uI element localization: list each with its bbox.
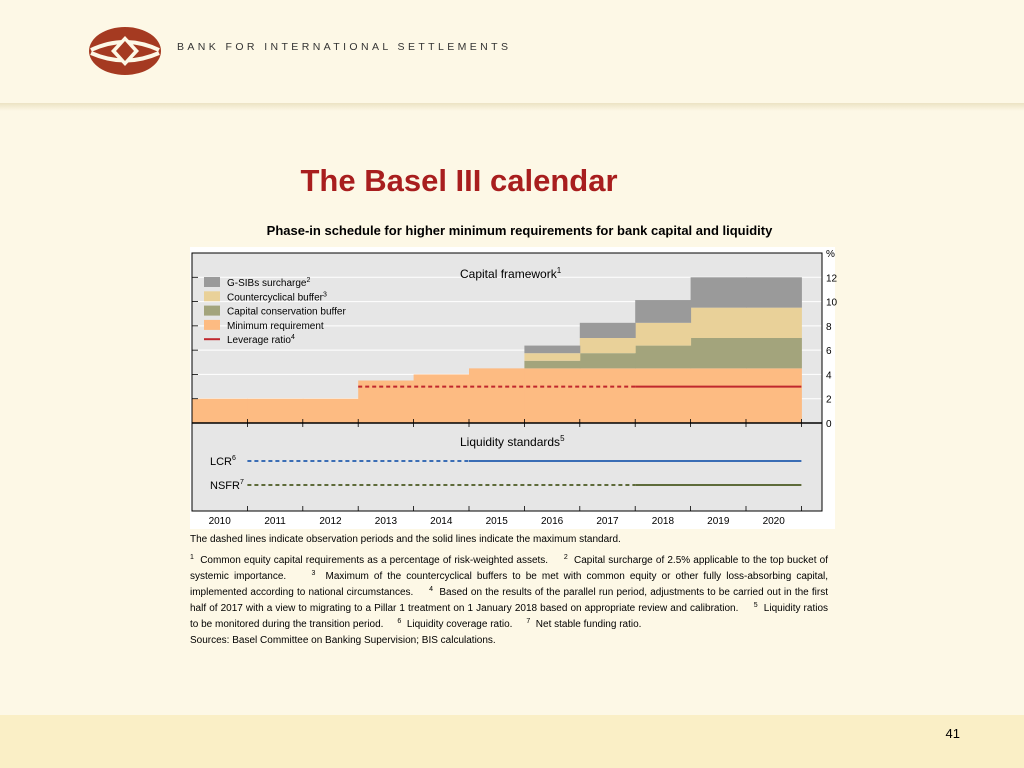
bar-g-sibs-surcharge-2016 bbox=[524, 346, 580, 354]
legend-label-minimum-requirement: Minimum requirement bbox=[227, 320, 324, 332]
bar-g-sibs-surcharge-2017 bbox=[580, 323, 636, 338]
legend-swatch-capital-conservation-buffer bbox=[204, 306, 220, 316]
x-tick-label-2015: 2015 bbox=[485, 516, 508, 527]
bar-countercyclical-buffer-2019 bbox=[691, 308, 747, 338]
legend-swatch-countercyclical-buffer bbox=[204, 291, 220, 301]
y-tick-label-8: 8 bbox=[826, 321, 832, 333]
legend-label-countercyclical-buffer: Countercyclical buffer$^3$ bbox=[227, 291, 327, 304]
footer-bar bbox=[0, 715, 1024, 768]
x-tick-label-2019: 2019 bbox=[707, 516, 730, 527]
bis-logo-icon bbox=[88, 26, 162, 76]
y-tick-label-6: 6 bbox=[826, 346, 832, 358]
bar-minimum-requirement-2018 bbox=[635, 368, 691, 423]
bar-capital-conservation-buffer-2016 bbox=[524, 361, 580, 369]
bar-capital-conservation-buffer-2020 bbox=[746, 338, 802, 368]
bar-capital-conservation-buffer-2017 bbox=[580, 353, 636, 368]
footnote-4: $^4$ Based on the results of the parallel run period, adjustments to be carried out in the first half of 2017 with a view to migrating to a Pillar 1 treatment on 1 January 2018 based on appropriate review and calibration. bbox=[190, 586, 829, 614]
bar-countercyclical-buffer-2017 bbox=[580, 338, 636, 353]
legend-swatch-minimum-requirement bbox=[204, 320, 220, 330]
x-tick-label-2013: 2013 bbox=[374, 516, 398, 527]
y-tick-label-10: 10 bbox=[826, 297, 838, 309]
bar-countercyclical-buffer-2018 bbox=[635, 323, 691, 346]
bar-minimum-requirement-2010 bbox=[192, 399, 248, 423]
bar-capital-conservation-buffer-2019 bbox=[691, 338, 747, 368]
x-tick-label-2012: 2012 bbox=[319, 516, 342, 527]
legend-label-capital-conservation-buffer: Capital conservation buffer bbox=[227, 306, 346, 318]
footnote-3: $^3$ Maximum of the countercyclical buffers to be met with common equity or other fully loss-absorbing capital, implemented according to national circumstances. bbox=[190, 570, 829, 598]
bar-countercyclical-buffer-2020 bbox=[746, 308, 802, 338]
bar-capital-conservation-buffer-2018 bbox=[635, 346, 691, 369]
y-tick-label-12: 12 bbox=[826, 273, 838, 285]
slide-header bbox=[0, 0, 1024, 103]
chart-subtitle: Phase-in schedule for higher minimum requirements for bank capital and liquidity bbox=[266, 223, 773, 238]
liquidity-panel-title: Liquidity standards$^5$ bbox=[460, 434, 565, 449]
x-tick-label-2014: 2014 bbox=[430, 516, 453, 527]
x-tick-label-2017: 2017 bbox=[596, 516, 619, 527]
bar-minimum-requirement-2019 bbox=[691, 368, 747, 423]
bar-minimum-requirement-2011 bbox=[247, 399, 303, 423]
y-tick-label-4: 4 bbox=[826, 370, 832, 382]
bar-g-sibs-surcharge-2020 bbox=[746, 277, 802, 307]
y-tick-label-0: 0 bbox=[826, 419, 832, 430]
org-name: BANK FOR INTERNATIONAL SETTLEMENTS bbox=[177, 41, 512, 53]
basel-chart bbox=[190, 247, 838, 529]
footnotes bbox=[190, 553, 828, 633]
lcr-label: LCR$^6$ bbox=[210, 455, 236, 468]
bar-minimum-requirement-2017 bbox=[580, 368, 636, 423]
bar-minimum-requirement-2015 bbox=[469, 368, 525, 423]
x-tick-label-2011: 2011 bbox=[264, 516, 286, 527]
sources: Sources: Basel Committee on Banking Supervision; BIS calculations. bbox=[190, 635, 496, 646]
x-tick-label-2018: 2018 bbox=[651, 516, 675, 527]
bar-minimum-requirement-2020 bbox=[746, 368, 802, 423]
capital-panel-title: Capital framework$^1$ bbox=[460, 266, 562, 281]
bar-minimum-requirement-2012 bbox=[303, 399, 359, 423]
bar-countercyclical-buffer-2016 bbox=[524, 353, 580, 361]
footnote-7: $^7$ Net stable funding ratio. bbox=[526, 618, 653, 630]
y-tick-label-2: 2 bbox=[826, 394, 832, 406]
footnote-1: $^1$ Common equity capital requirements as a percentage of risk-weighted assets. bbox=[190, 554, 561, 566]
bar-minimum-requirement-2016 bbox=[524, 368, 580, 423]
legend-label-leverage-ratio: Leverage ratio$^4$ bbox=[227, 334, 295, 347]
footnote-2: $^2$ Capital surcharge of 2.5% applicable to the top bucket of systemic importance. bbox=[190, 554, 828, 582]
footnote-5: $^5$ Liquidity ratios to be monitored during the transition period. bbox=[190, 602, 829, 630]
x-tick-label-2020: 2020 bbox=[762, 516, 785, 527]
header-divider bbox=[0, 103, 1024, 111]
x-tick-label-2016: 2016 bbox=[540, 516, 564, 527]
nsfr-label: NSFR$^7$ bbox=[210, 479, 244, 492]
page-title: The Basel III calendar bbox=[300, 163, 618, 198]
footnote-6: $^6$ Liquidity coverage ratio. bbox=[397, 618, 524, 630]
chart-svg bbox=[190, 247, 838, 529]
bar-minimum-requirement-2014 bbox=[414, 374, 470, 423]
bar-g-sibs-surcharge-2018 bbox=[635, 300, 691, 323]
bar-g-sibs-surcharge-2019 bbox=[691, 277, 747, 307]
x-tick-label-2010: 2010 bbox=[208, 516, 231, 527]
y-unit-label: % bbox=[826, 249, 835, 260]
legend-swatch-g-sibs-surcharge bbox=[204, 277, 220, 287]
chart-note: The dashed lines indicate observation periods and the solid lines indicate the maximum standard. bbox=[190, 534, 621, 545]
legend-label-g-sibs-surcharge: G-SIBs surcharge$^2$ bbox=[227, 277, 311, 289]
page-number: 41 bbox=[945, 726, 960, 741]
